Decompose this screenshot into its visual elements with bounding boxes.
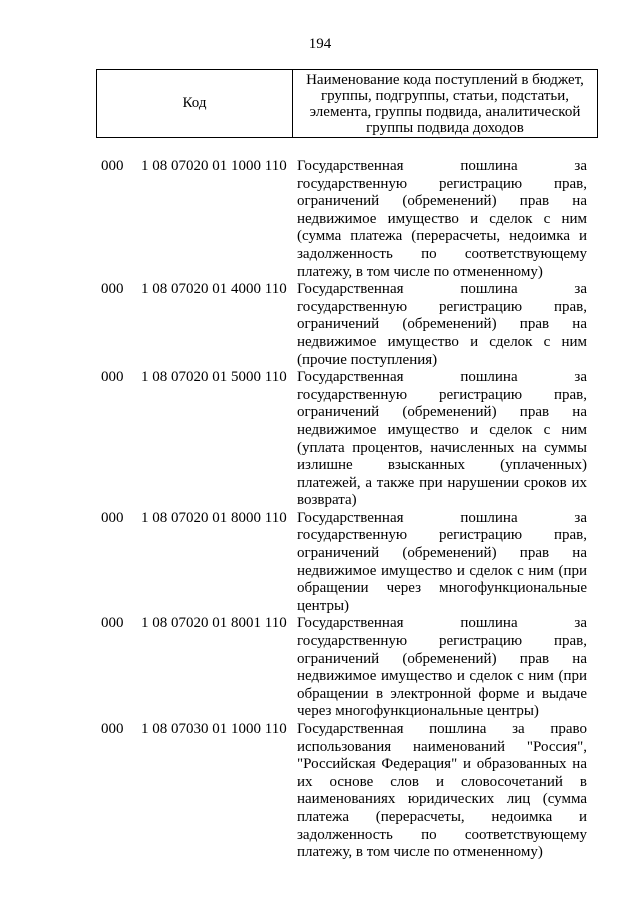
revenue-code: 1 08 07020 01 1000 110 <box>141 158 287 174</box>
revenue-code: 1 08 07020 01 8000 110 <box>141 509 287 526</box>
admin-code: 000 <box>101 615 124 632</box>
table-row <box>0 615 640 721</box>
admin-code: 000 <box>101 509 124 526</box>
revenue-name: Государственная пошлина за государственную регистрацию прав, ограничений (обременений) прав на недвижимое имущество и сделок с ним (при обращении в электронной форме и выдаче через многофункциональные центры) <box>297 615 587 720</box>
table-header <box>96 69 598 138</box>
admin-code: 000 <box>101 721 124 737</box>
table-row <box>0 369 640 510</box>
page-number: 194 <box>308 36 332 52</box>
revenue-code: 1 08 07020 01 4000 110 <box>141 281 287 298</box>
table-row <box>0 721 640 862</box>
table-row <box>0 510 640 616</box>
table-body <box>0 158 640 862</box>
admin-code: 000 <box>101 158 124 174</box>
revenue-name: Государственная пошлина за государственную регистрацию прав, ограничений (обременений) прав на недвижимое имущество и сделок с ним (прочие поступления) <box>297 281 587 368</box>
revenue-name: Государственная пошлина за право использования наименований "Россия", "Российская Федерация" и образованных на их основе слов и словосочетаний в наименованиях юридических лиц (сумма платежа (перерасчеты, недоимка и задолженность по соответствующему платежу, в том числе по отмененному) <box>297 721 587 861</box>
revenue-code: 1 08 07030 01 1000 110 <box>141 721 287 737</box>
header-name-cell: Наименование кода поступлений в бюджет, группы, подгруппы, статьи, подстатьи, элемента, группы подвида, аналитической группы подвида доходов <box>306 72 584 136</box>
revenue-name: Государственная пошлина за государственную регистрацию прав, ограничений (обременений) прав на недвижимое имущество и сделок с ним (уплата процентов, начисленных на суммы излишне взысканных (уплаченных) платежей, а также при нарушении сроков их возврата) <box>297 369 587 509</box>
header-code-cell: Код <box>97 70 293 137</box>
admin-code: 000 <box>101 281 124 298</box>
admin-code: 000 <box>101 369 124 386</box>
revenue-code: 1 08 07020 01 8001 110 <box>141 615 287 632</box>
table-row <box>0 158 640 281</box>
table-row <box>0 281 640 369</box>
revenue-code: 1 08 07020 01 5000 110 <box>141 369 287 386</box>
revenue-name: Государственная пошлина за государственную регистрацию прав, ограничений (обременений) прав на недвижимое имущество и сделок с ним (при обращении через многофункциональные центры) <box>297 509 587 614</box>
revenue-name: Государственная пошлина за государственную регистрацию прав, ограничений (обременений) прав на недвижимое имущество и сделок с ним (сумма платежа (перерасчеты, недоимка и задолженность по соответствующему платежу, в том числе по отмененному) <box>297 158 587 280</box>
